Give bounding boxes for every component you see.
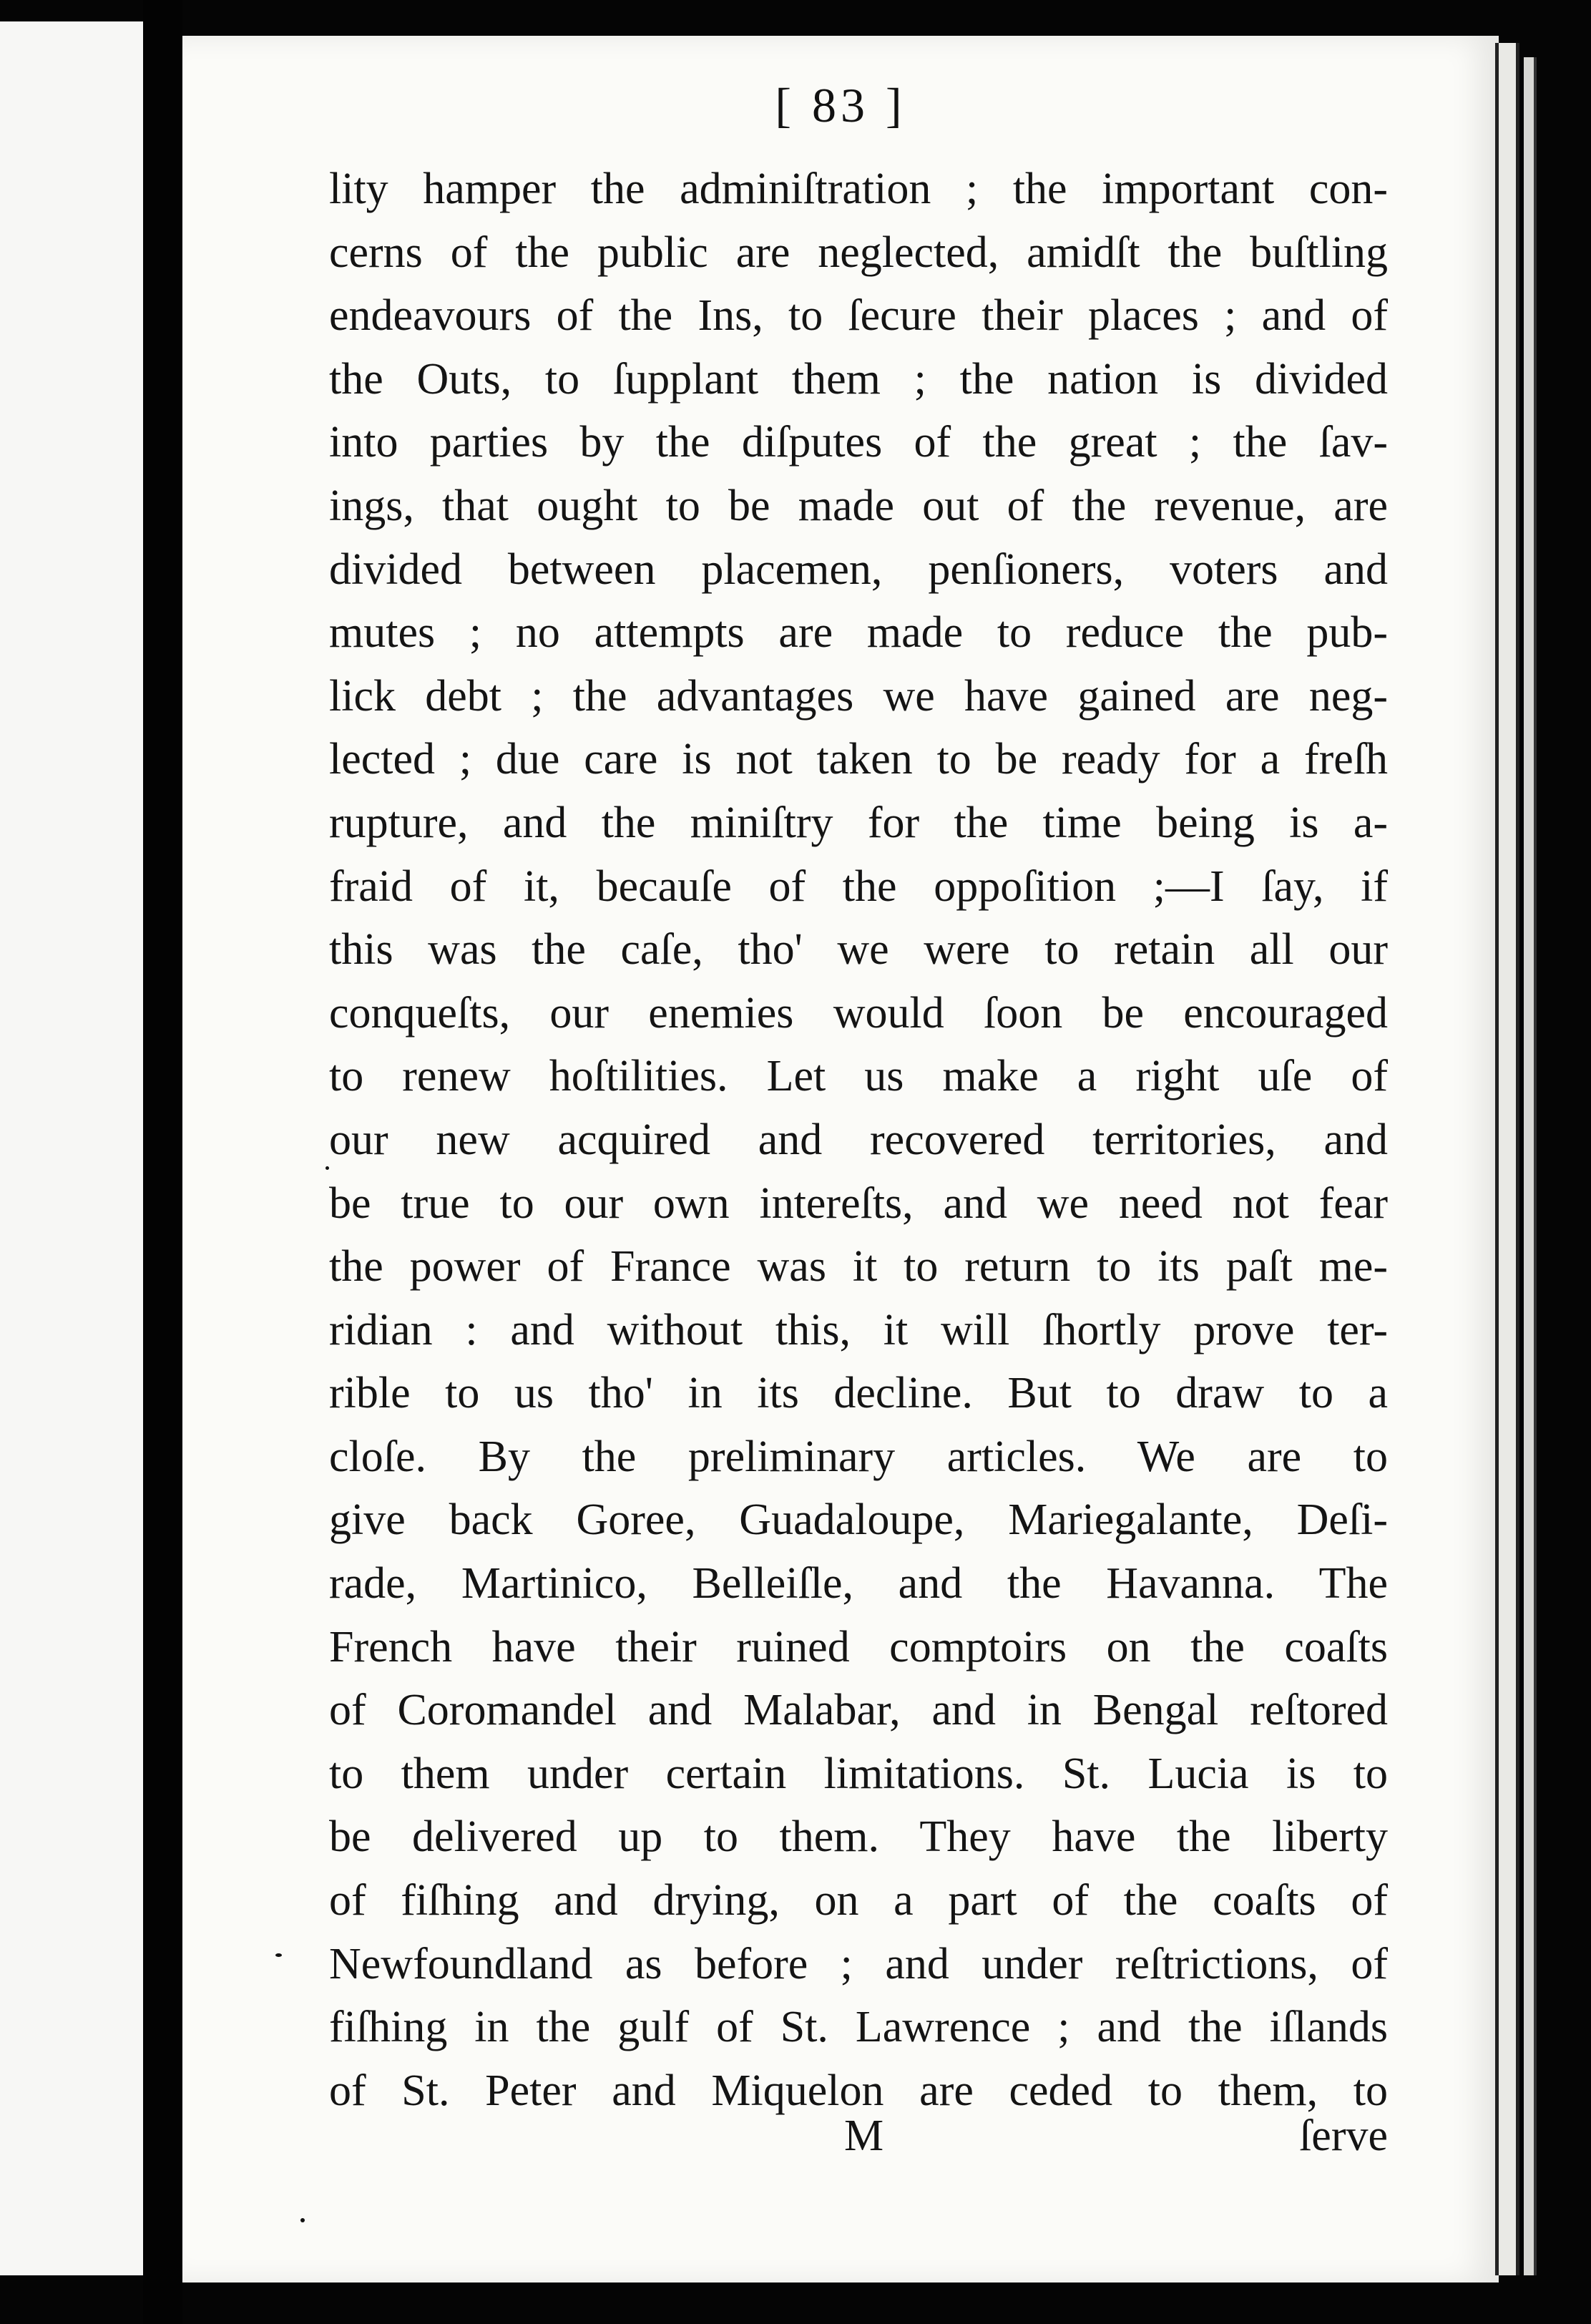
text-line: to renew hoſtilities. Let us make a right uſe of: [329, 1052, 1388, 1101]
text-line: divided between placemen, penſioners, voters and: [329, 545, 1388, 594]
text-line: conqueſts, our enemies would ſoon be encouraged: [329, 988, 1388, 1038]
text-line: cloſe. By the preliminary articles. We are to: [329, 1432, 1388, 1481]
text-line: fraid of it, becauſe of the oppoſition ;—I ſay, if: [329, 861, 1388, 911]
text-line: of fiſhing and drying, on a part of the coaſts of: [329, 1876, 1388, 1925]
gutter: [143, 0, 182, 2324]
body-text: [329, 157, 1388, 2122]
text-line: ridian : and without this, it will ſhortly prove ter-: [329, 1305, 1388, 1354]
text-line: of Coromandel and Malabar, and in Bengal reſtored: [329, 1686, 1388, 1735]
text-line: this was the caſe, tho' we were to retain all our: [329, 925, 1388, 975]
page-number: [ 83 ]: [775, 78, 906, 132]
text-line: the power of France was it to return to its paſt me-: [329, 1242, 1388, 1292]
text-line: into parties by the diſputes of the great ; the ſav-: [329, 418, 1388, 467]
signature-mark: M: [844, 2111, 884, 2160]
text-line: cerns of the public are neglected, amidſt the buſtling: [329, 228, 1388, 277]
text-line: Newfoundland as before ; and under reſtrictions, of: [329, 1939, 1388, 1988]
text-line: of St. Peter and Miquelon are ceded to them, to: [329, 2066, 1388, 2115]
text-line: to them under certain limitations. St. Lucia is to: [329, 1749, 1388, 1798]
page-footer: [329, 2111, 1388, 2175]
page-edge: [1495, 43, 1519, 2275]
text-line: fiſhing in the gulf of St. Lawrence ; and the iſlands: [329, 2003, 1388, 2052]
catchword: ſerve: [1299, 2111, 1388, 2160]
text-line: lity hamper the adminiſtration ; the important con-: [329, 165, 1388, 213]
text-line: ings, that ought to be made out of the revenue, are: [329, 481, 1388, 530]
text-line: the Outs, to ſupplant them ; the nation is divided: [329, 354, 1388, 404]
page-edge: [1524, 57, 1537, 2275]
text-line: be delivered up to them. They have the liberty: [329, 1812, 1388, 1862]
text-line: rible to us tho' in its decline. But to draw to a: [329, 1369, 1388, 1418]
book-page: [182, 36, 1499, 2282]
ink-speck: [275, 1953, 282, 1957]
text-line: French have their ruined comptoirs on the coaſts: [329, 1622, 1388, 1671]
text-line: be true to our own intereſts, and we need not fear: [329, 1178, 1388, 1228]
ink-speck: [300, 2218, 305, 2222]
text-line: rupture, and the miniſtry for the time being is a-: [329, 798, 1388, 847]
text-line: endeavours of the Ins, to ſecure their places ; and of: [329, 291, 1388, 341]
text-line: our new acquired and recovered territories, and: [329, 1115, 1388, 1164]
text-line: lected ; due care is not taken to be ready for a freſh: [329, 735, 1388, 784]
text-line: lick debt ; the advantages we have gained are neg-: [329, 671, 1388, 721]
text-line: mutes ; no attempts are made to reduce the pub-: [329, 608, 1388, 658]
text-line: rade, Martinico, Belleiſle, and the Havanna. The: [329, 1559, 1388, 1608]
text-line: give back Goree, Guadaloupe, Mariegalante, Deſi-: [329, 1495, 1388, 1545]
facing-page-fragment: [0, 21, 147, 2275]
ink-speck: [325, 1166, 329, 1170]
